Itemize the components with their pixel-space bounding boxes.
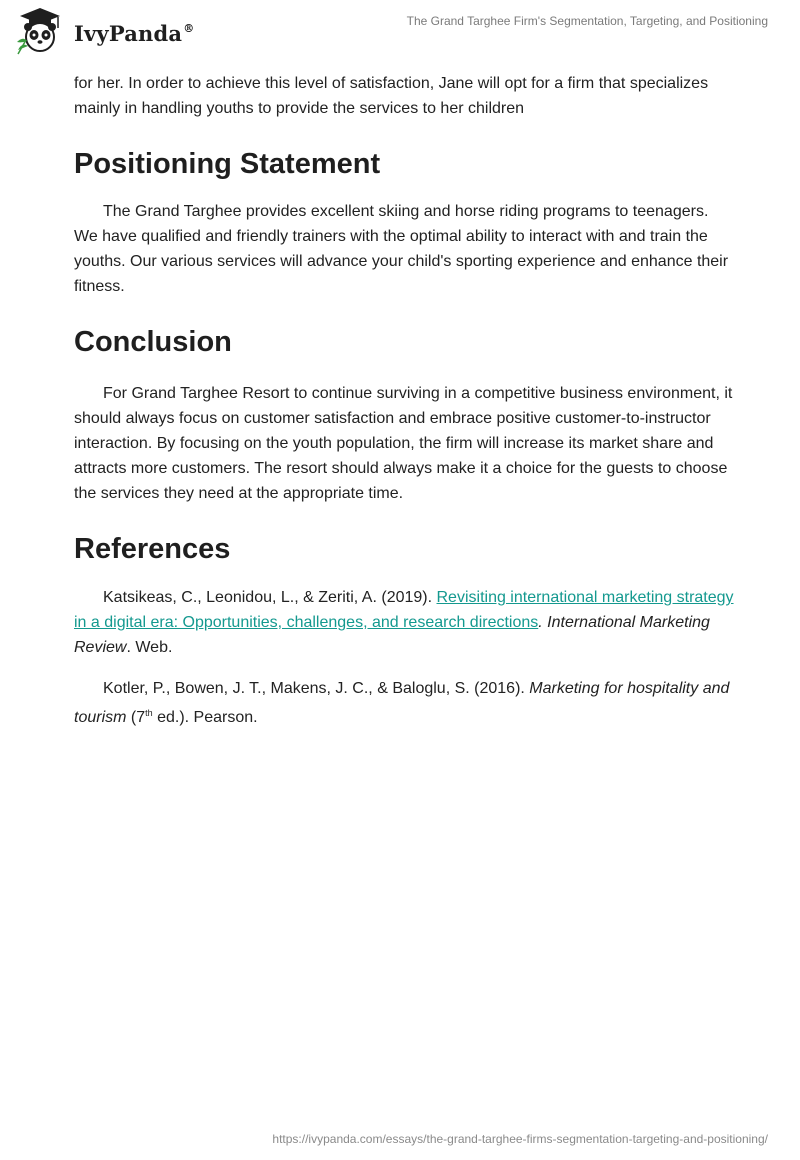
document-title: The Grand Targhee Firm's Segmentation, Targeting, and Positioning [406, 14, 768, 28]
reference-authors: Kotler, P., Bowen, J. T., Makens, J. C., & Baloglu, S. (2016). [103, 680, 530, 697]
logo[interactable] [14, 6, 194, 56]
reference-tail: . Web. [126, 639, 173, 656]
logo-text [74, 21, 194, 46]
essay-content [74, 71, 734, 730]
positioning-paragraph: The Grand Targhee provides excellent skiing and horse riding programs to teenagers. We have qualified and friendly trainers with the optimal ability to interact with and train the youths. Our various services will advance your child's sporting experience and enhance their fitness. [74, 203, 729, 295]
reference-link[interactable]: Revisiting international marketing strategy in a digital era: Opportunities, challenges, and research directions [74, 589, 734, 631]
registered-mark: ® [183, 21, 195, 35]
reference-item [74, 676, 734, 730]
conclusion-paragraph: For Grand Targhee Resort to continue surviving in a competitive business environment, it should always focus on customer satisfaction and embrace positive customer-to-instructor interaction. By focusing on the youth population, the firm will increase its market share and attracts more customers. The resort should always make it a choice for the guests to choose the services they need at the appropriate time. [74, 385, 733, 502]
page-header [0, 0, 800, 64]
references-heading: References [74, 533, 231, 565]
reference-edition-suffix: th [145, 708, 153, 718]
reference-item [74, 585, 734, 660]
reference-authors: Katsikeas, C., Leonidou, L., & Zeriti, A. (2019). [103, 589, 437, 606]
conclusion-heading: Conclusion [74, 326, 232, 358]
reference-edition: (7 [126, 709, 146, 726]
positioning-heading: Positioning Statement [74, 148, 381, 180]
intro-paragraph: for her. In order to achieve this level of satisfaction, Jane will opt for a firm that specializes mainly in handling youths to provide the services to her children [74, 75, 709, 117]
logo-name: IvyPanda [74, 20, 183, 46]
reference-separator: . [538, 614, 548, 631]
reference-book-title: Marketing for hospitality and tourism [74, 680, 730, 726]
footer-url[interactable]: https://ivypanda.com/essays/the-grand-targhee-firms-segmentation-targeting-and-positioning/ [272, 1132, 768, 1146]
panda-logo-icon [14, 6, 66, 56]
reference-journal: International Marketing Review [74, 614, 710, 656]
reference-publisher: ed.). Pearson. [152, 709, 258, 726]
